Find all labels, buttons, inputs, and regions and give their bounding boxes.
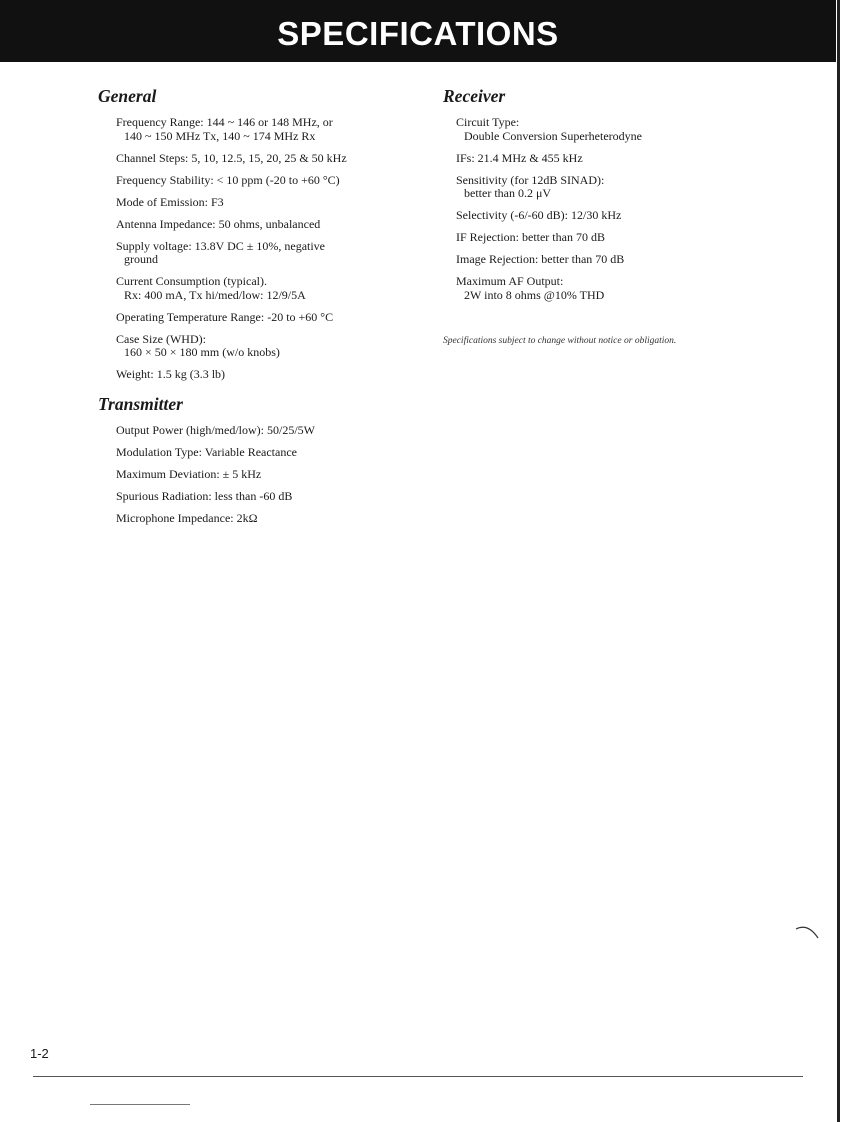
spec-item (116, 275, 428, 302)
spec-item-continuation: 2W into 8 ohms @10% THD (464, 287, 605, 302)
spec-item-line: Maximum AF Output: (456, 274, 564, 288)
spec-item (116, 311, 428, 325)
page-title: SPECIFICATIONS (0, 0, 836, 62)
page-number: 1-2 (30, 1046, 49, 1061)
spec-item-line: Weight: 1.5 kg (3.3 lb) (116, 367, 226, 381)
spec-item-continuation: Double Conversion Superheterodyne (464, 128, 642, 143)
spec-item (116, 468, 428, 482)
spec-item (116, 152, 428, 166)
scan-mark-icon (794, 923, 820, 939)
spec-item (116, 512, 428, 526)
spec-item-line: IFs: 21.4 MHz & 455 kHz (456, 150, 583, 165)
spec-item-line: Antenna Impedance: 50 ohms, unbalanced (116, 216, 321, 231)
receiver-list (456, 116, 813, 302)
binding-rule (90, 1104, 190, 1105)
spec-item (116, 218, 428, 232)
receiver-heading: Receiver (443, 86, 506, 106)
spec-item-line: Modulation Type: Variable Reactance (116, 444, 297, 459)
spec-item-continuation: Rx: 400 mA, Tx hi/med/low: 12/9/5A (124, 287, 306, 302)
right-column (443, 86, 813, 349)
spec-item (116, 196, 428, 210)
spec-item-line: Current Consumption (typical). (116, 274, 267, 288)
spec-item-line: Frequency Stability: < 10 ppm (-20 to +60 °C) (116, 172, 340, 187)
spec-item (116, 446, 428, 460)
spec-item-line: Spurious Radiation: less than -60 dB (116, 488, 293, 503)
spec-item-line: Channel Steps: 5, 10, 12.5, 15, 20, 25 & 50 kHz (116, 150, 347, 165)
spec-item (456, 116, 813, 143)
spec-item-line: IF Rejection: better than 70 dB (456, 230, 605, 244)
spec-item-continuation: 160 × 50 × 180 mm (w/o knobs) (124, 345, 280, 359)
spec-item-line: Supply voltage: 13.8V DC ± 10%, negative (116, 238, 326, 253)
spec-item (116, 424, 428, 438)
footer-rule (33, 1076, 803, 1077)
spec-item-line: Selectivity (-6/-60 dB): 12/30 kHz (456, 208, 622, 222)
right-edge-rule (837, 0, 840, 1122)
specifications-footnote: Specifications subject to change without notice or obligation. (443, 336, 677, 346)
spec-item (116, 116, 428, 143)
transmitter-heading: Transmitter (98, 393, 183, 414)
spec-item (456, 174, 813, 201)
spec-item-line: Circuit Type: (456, 115, 520, 129)
spec-item-line: Image Rejection: better than 70 dB (456, 252, 625, 266)
spec-item-line: Output Power (high/med/low): 50/25/5W (116, 422, 315, 437)
spec-item-line: Mode of Emission: F3 (116, 194, 224, 209)
spec-item (456, 275, 813, 302)
spec-item-line: Operating Temperature Range: -20 to +60 °C (116, 309, 334, 324)
spec-item (116, 368, 428, 382)
general-heading: General (98, 86, 157, 106)
spec-item-continuation: better than 0.2 μV (464, 186, 552, 200)
spec-item (456, 231, 813, 245)
spec-item-continuation: 140 ~ 150 MHz Tx, 140 ~ 174 MHz Rx (124, 128, 316, 143)
spec-item-line: Maximum Deviation: ± 5 kHz (116, 466, 262, 481)
spec-item (456, 152, 813, 166)
spec-item (116, 333, 428, 360)
spec-item (116, 490, 428, 504)
spec-item (116, 240, 428, 267)
spec-item (456, 253, 813, 267)
spec-item-line: Frequency Range: 144 ~ 146 or 148 MHz, or (116, 115, 333, 129)
transmitter-list (116, 424, 428, 526)
spec-item-continuation: ground (124, 252, 158, 266)
spec-item-line: Microphone Impedance: 2kΩ (116, 510, 258, 525)
spec-item-line: Case Size (WHD): (116, 331, 206, 346)
spec-item (456, 209, 813, 223)
general-list (116, 116, 428, 382)
spec-item-line: Sensitivity (for 12dB SINAD): (456, 172, 605, 187)
left-column (98, 86, 428, 534)
spec-item (116, 174, 428, 188)
